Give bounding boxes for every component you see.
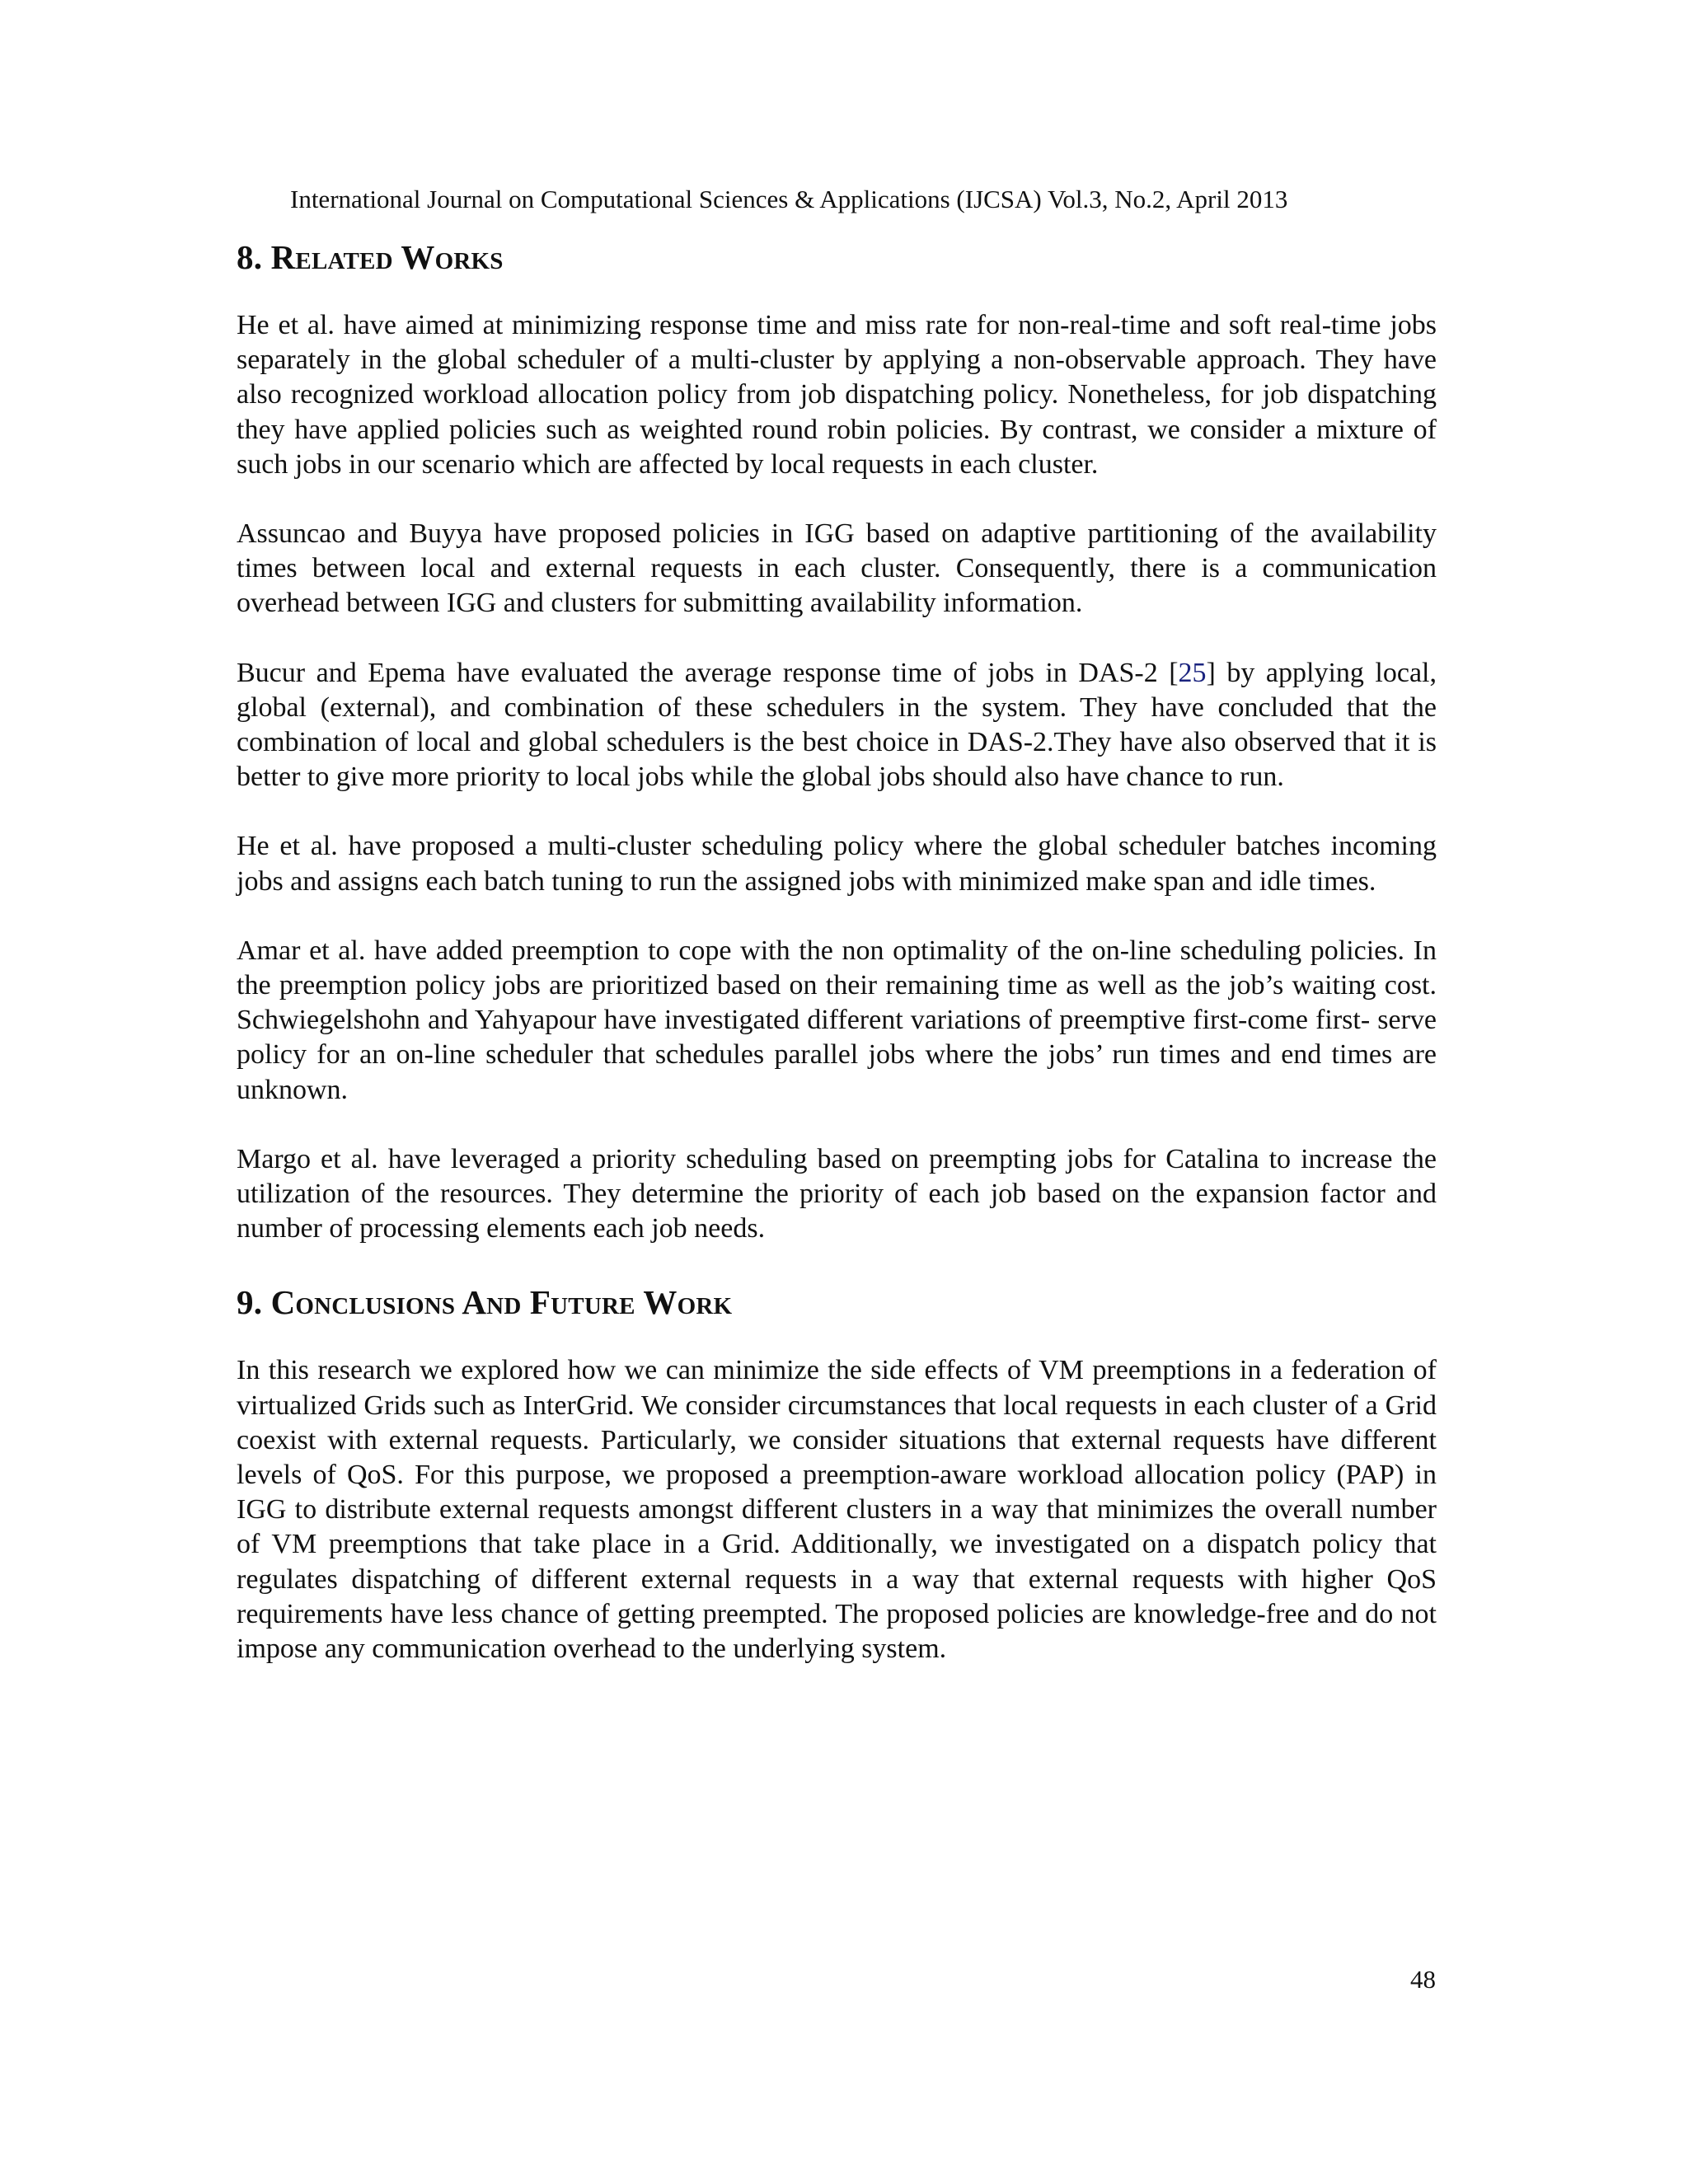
section-heading: 8. Related Works xyxy=(237,238,504,276)
paragraph: In this research we explored how we can minimize the side effects of VM preemptions in a federation of virtualized Grids such as InterGrid. We consider circumstances that local requests in each cluster of a Grid coexist with external requests. Particularly, we consider situations that external requests have different levels of QoS. For this purpose, we proposed a preemption-aware workload allocation policy (PAP) in IGG to distribute external requests amongst different clusters in a way that minimizes the overall number of VM preemptions that take place in a Grid. Additionally, we investigated on a dispatch policy that regulates dispatching of different external requests in a way that external requests with higher QoS requirements have less chance of getting preempted. The proposed policies are knowledge-free and do not impose any communication overhead to the underlying system. xyxy=(237,1355,1437,1665)
running-header: International Journal on Computational Sciences & Applications (IJCSA) Vol.3, No.2, April 2013 xyxy=(290,185,1288,213)
paragraph: He et al. have proposed a multi-cluster scheduling policy where the global scheduler batches incoming jobs and assigns each batch tuning to run the assigned jobs with minimized make span and idle times. xyxy=(237,831,1437,897)
paragraph xyxy=(237,656,1437,795)
paragraph: Amar et al. have added preemption to cope with the non optimality of the on-line scheduling policies. In the preemption policy jobs are prioritized based on their remaining time as well as the job’s waiting cost. Schwiegelshohn and Yahyapour have investigated different variations of preemptive first-come first- serve policy for an on-line scheduler that schedules parallel jobs where the jobs’ run times and end times are unknown. xyxy=(237,935,1437,1105)
paragraph-text: ] by applying local, global (external), and combination of these schedulers in the system. They have concluded that the combination of local and global schedulers is the best choice in DAS-2.They have also observed that it is better to give more priority to local jobs while the global jobs should also have chance to run. xyxy=(237,657,1437,793)
paragraph: He et al. have aimed at minimizing response time and miss rate for non-real-time and soft real-time jobs separately in the global scheduler of a multi-cluster by applying a non-observable approach. They have also recognized workload allocation policy from job dispatching policy. Nonetheless, for job dispatching they have applied policies such as weighted round robin policies. By contrast, we consider a mixture of such jobs in our scenario which are affected by local requests in each cluster. xyxy=(237,310,1437,480)
page-body xyxy=(237,236,1437,1701)
citation-link[interactable]: 25 xyxy=(1178,657,1207,688)
paragraph: Margo et al. have leveraged a priority scheduling based on preempting jobs for Catalina to increase the utilization of the resources. They determine the priority of each job based on the expansion factor and number of processing elements each job needs. xyxy=(237,1143,1437,1244)
page-number: 48 xyxy=(1410,1965,1436,1994)
section-related-works xyxy=(237,236,1437,1246)
paragraph-text: Bucur and Epema have evaluated the average response time of jobs in DAS-2 [ xyxy=(237,657,1179,688)
section-conclusions xyxy=(237,1281,1437,1666)
paragraph: Assuncao and Buyya have proposed policies in IGG based on adaptive partitioning of the availability times between local and external requests in each cluster. Consequently, there is a communication overhead between IGG and clusters for submitting availability information. xyxy=(237,518,1437,619)
section-heading: 9. Conclusions And Future Work xyxy=(237,1283,733,1322)
